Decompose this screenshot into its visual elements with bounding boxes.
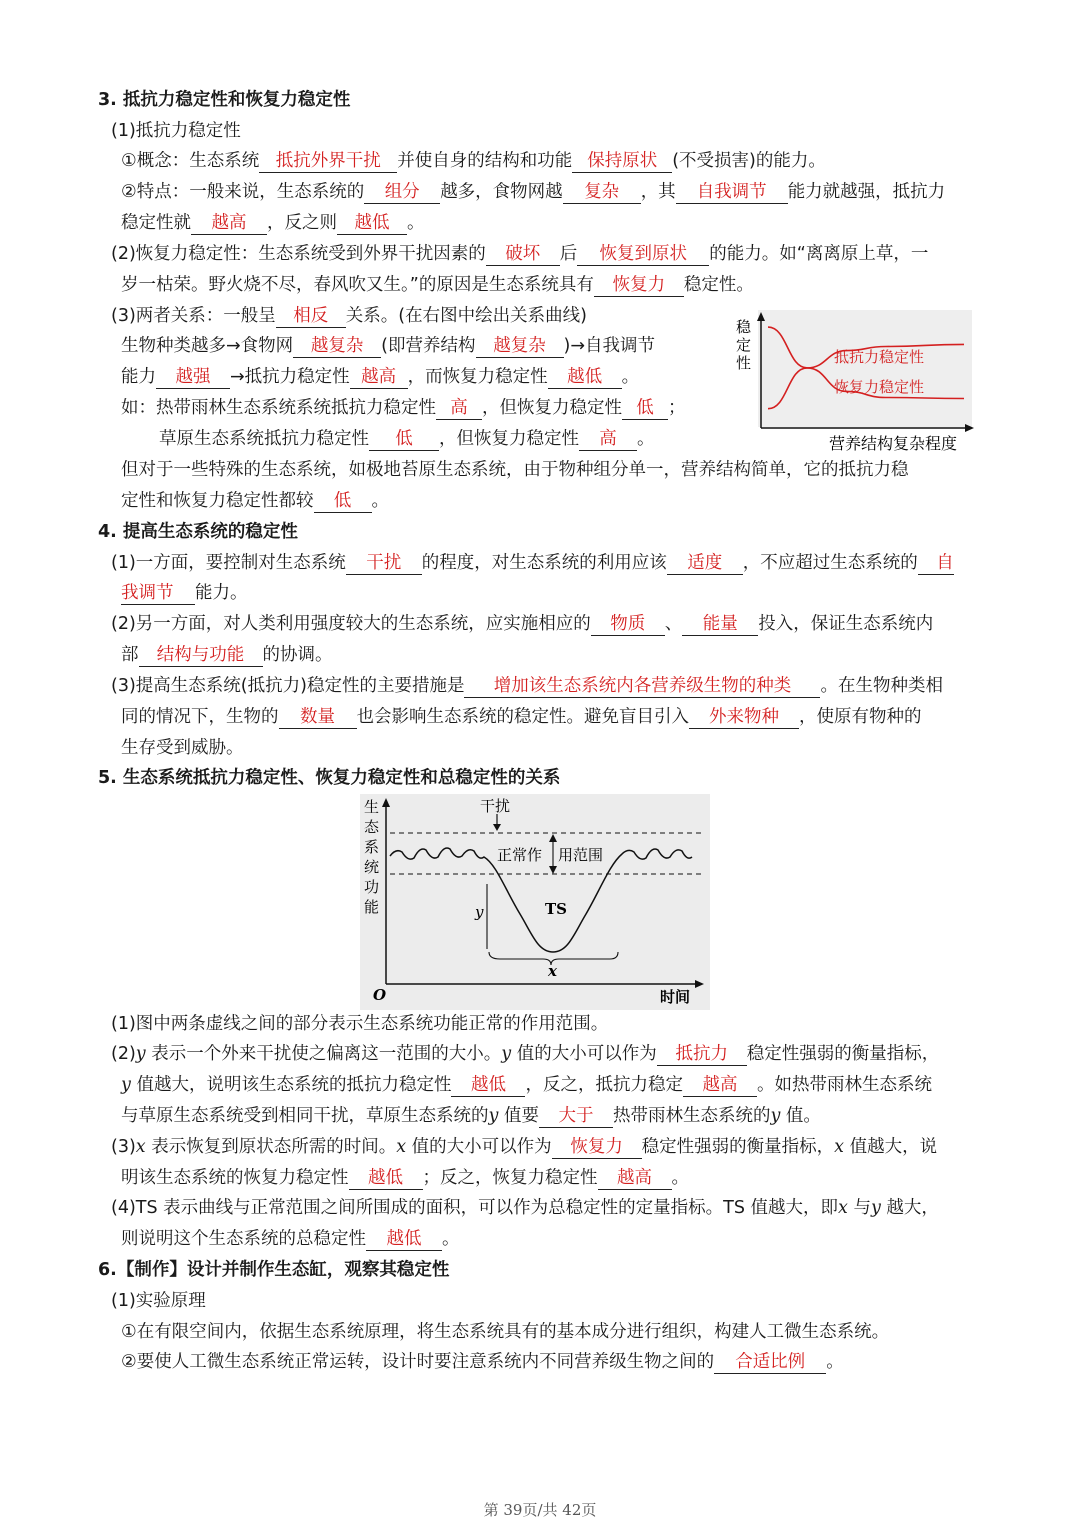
s5-r4: (4)TS 表示曲线与正常范围之间所围成的面积，可以作为总稳定性的定量指标。TS 值越大，即x 与y 越大， [111,1198,939,1218]
s4-q3-cont: 同的情况下，生物的 数量 也会影响生态系统的稳定性。避免盲目引入 外来物种 ，使原有物种的 [121,707,922,727]
section-6-title: 6.【制作】设计并制作生态缸，观察其稳定性 [98,1260,450,1280]
s4-q2-cont: 部 结构与功能 的协调。 [121,645,333,665]
section-4-title: 4. 提高生态系统的稳定性 [98,522,298,542]
s5-r4-b: 则说明这个生态系统的总稳定性 越低 。 [121,1229,460,1249]
fig2-ylabel-6: 能 [364,898,380,916]
fig2-origin: O [373,986,387,1004]
s3-p3-c: 能力 越强 →抵抗力稳定性 越高 ，而恢复力稳定性 越低 。 [121,367,640,387]
s3-p1-feature: ②特点：一般来说，生态系统的 组分 越多，食物网越 复杂 ，其 自我调节 能力就越强，抵抗力 [121,182,946,202]
fig1-ylabel-3: 性 [736,354,752,372]
s3-p2-cont: 岁一枯荣。野火烧不尽，春风吹又生。”的原因是生态系统具有 恢复力 稳定性。 [121,275,754,295]
fig2-ylabel-3: 系 [364,838,380,856]
fig1-resilience-label: 恢复力稳定性 [834,378,925,396]
s3-p3-b: 生物种类越多→食物网 越复杂 (即营养结构 越复杂 )→自我调节 [121,336,655,356]
s3-p3: (3)两者关系：一般呈 相反 关系。(在右图中绘出关系曲线) [111,306,587,326]
fig2-x-label: x [548,962,557,980]
page-footer: 第 39页/共 42页 [483,1501,597,1519]
s3-p1-label: (1)抵抗力稳定性 [111,121,241,141]
section-3-title: 3. 抵抗力稳定性和恢复力稳定性 [98,90,351,110]
fig2-ylabel-2: 态 [364,818,380,836]
fig2-ylabel-1: 生 [364,798,380,816]
s6-t2: ①在有限空间内，依据生态系统原理，将生态系统具有的基本成分进行组织，构建人工微生态系统。 [121,1322,890,1342]
s3-p2: (2)恢复力稳定性：生态系统受到外界干扰因素的 破坏 后 恢复到原状 的能力。如“离离原上草，一 [111,244,929,264]
figure-system-function [360,794,710,1010]
s5-r2: (2)y 表示一个外来干扰使之偏离这一范围的大小。y 值的大小可以作为 抵抗力 稳定性强弱的衡量指标， [111,1044,940,1064]
fig1-resistance-label: 抵抗力稳定性 [834,348,925,366]
s6-t1: (1)实验原理 [111,1291,206,1311]
s3-p3-d: 如：热带雨林生态系统系统抵抗力稳定性 高 ，但恢复力稳定性 低 ； [121,398,686,418]
s5-r3: (3)x 表示恢复到原状态所需的时间。x 值的大小可以作为 恢复力 稳定性强弱的衡量指标，x 值越大，说 [111,1137,938,1157]
s4-q3-end: 生存受到威胁。 [121,738,244,758]
fig2-ylabel-4: 统 [364,858,380,876]
fig2-range-label-left: 正常作 [497,846,543,864]
figure-stability-relation [728,310,980,455]
s3-p3-g: 定性和恢复力稳定性都较 低 。 [121,491,389,511]
fig2-y-label: y [475,903,484,921]
s5-r1: (1)图中两条虚线之间的部分表示生态系统功能正常的作用范围。 [111,1014,609,1034]
fig1-xlabel: 营养结构复杂程度 [829,434,958,453]
fig1-ylabel-1: 稳 [736,318,752,336]
s4-q3: (3)提高生态系统(抵抗力)稳定性的主要措施是 增加该生态系统内各营养级生物的种类 。在生物种类相 [111,676,943,696]
s3-p3-f: 但对于一些特殊的生态系统，如极地苔原生态系统，由于物种组分单一，营养结构简单，它的抵抗力稳 [121,460,909,480]
fig1-ylabel-2: 定 [736,336,752,354]
s6-t3: ②要使人工微生态系统正常运转，设计时要注意系统内不同营养级生物之间的 合适比例 。 [121,1352,844,1372]
s3-p1-feature-cont: 稳定性就 越高 ，反之则 越低 。 [121,213,425,233]
s5-r2-c: 与草原生态系统受到相同干扰，草原生态系统的y 值要 大于 热带雨林生态系统的y 值。 [121,1106,821,1126]
s5-r2-b: y 值越大，说明该生态系统的抵抗力稳定性 越低 ，反之，抵抗力稳定 越高 。如热带雨林生态系统 [121,1075,932,1095]
fig2-ts-label: TS [545,900,567,918]
section-5-title: 5. 生态系统抵抗力稳定性、恢复力稳定性和总稳定性的关系 [98,768,561,788]
fig2-range-label-right: 用范围 [558,846,604,864]
s3-p3-e: 草原生态系统抵抗力稳定性 低 ，但恢复力稳定性 高 。 [159,429,655,449]
s4-q2: (2)另一方面，对人类利用强度较大的生态系统，应实施相应的 物质 、 能量 投入，保证生态系统内 [111,614,934,634]
fig1-background [758,310,972,427]
s3-p1-concept: ①概念：生态系统 抵抗外界干扰 并使自身的结构和功能 保持原状 (不受损害)的能力。 [121,151,826,171]
fig2-background [360,794,710,1010]
s4-q1: (1)一方面，要控制对生态系统 干扰 的程度，对生态系统的利用应该 适度 ，不应超过生态系统的 自 [111,553,954,573]
s4-q1-cont: 我调节 能力。 [121,583,248,603]
s5-r3-b: 明该生态系统的恢复力稳定性 越低 ；反之，恢复力稳定性 越高 。 [121,1168,689,1188]
fig2-xlabel: 时间 [660,988,691,1006]
fig2-ylabel-5: 功 [364,878,380,896]
fig2-disturb-label: 干扰 [480,797,511,815]
